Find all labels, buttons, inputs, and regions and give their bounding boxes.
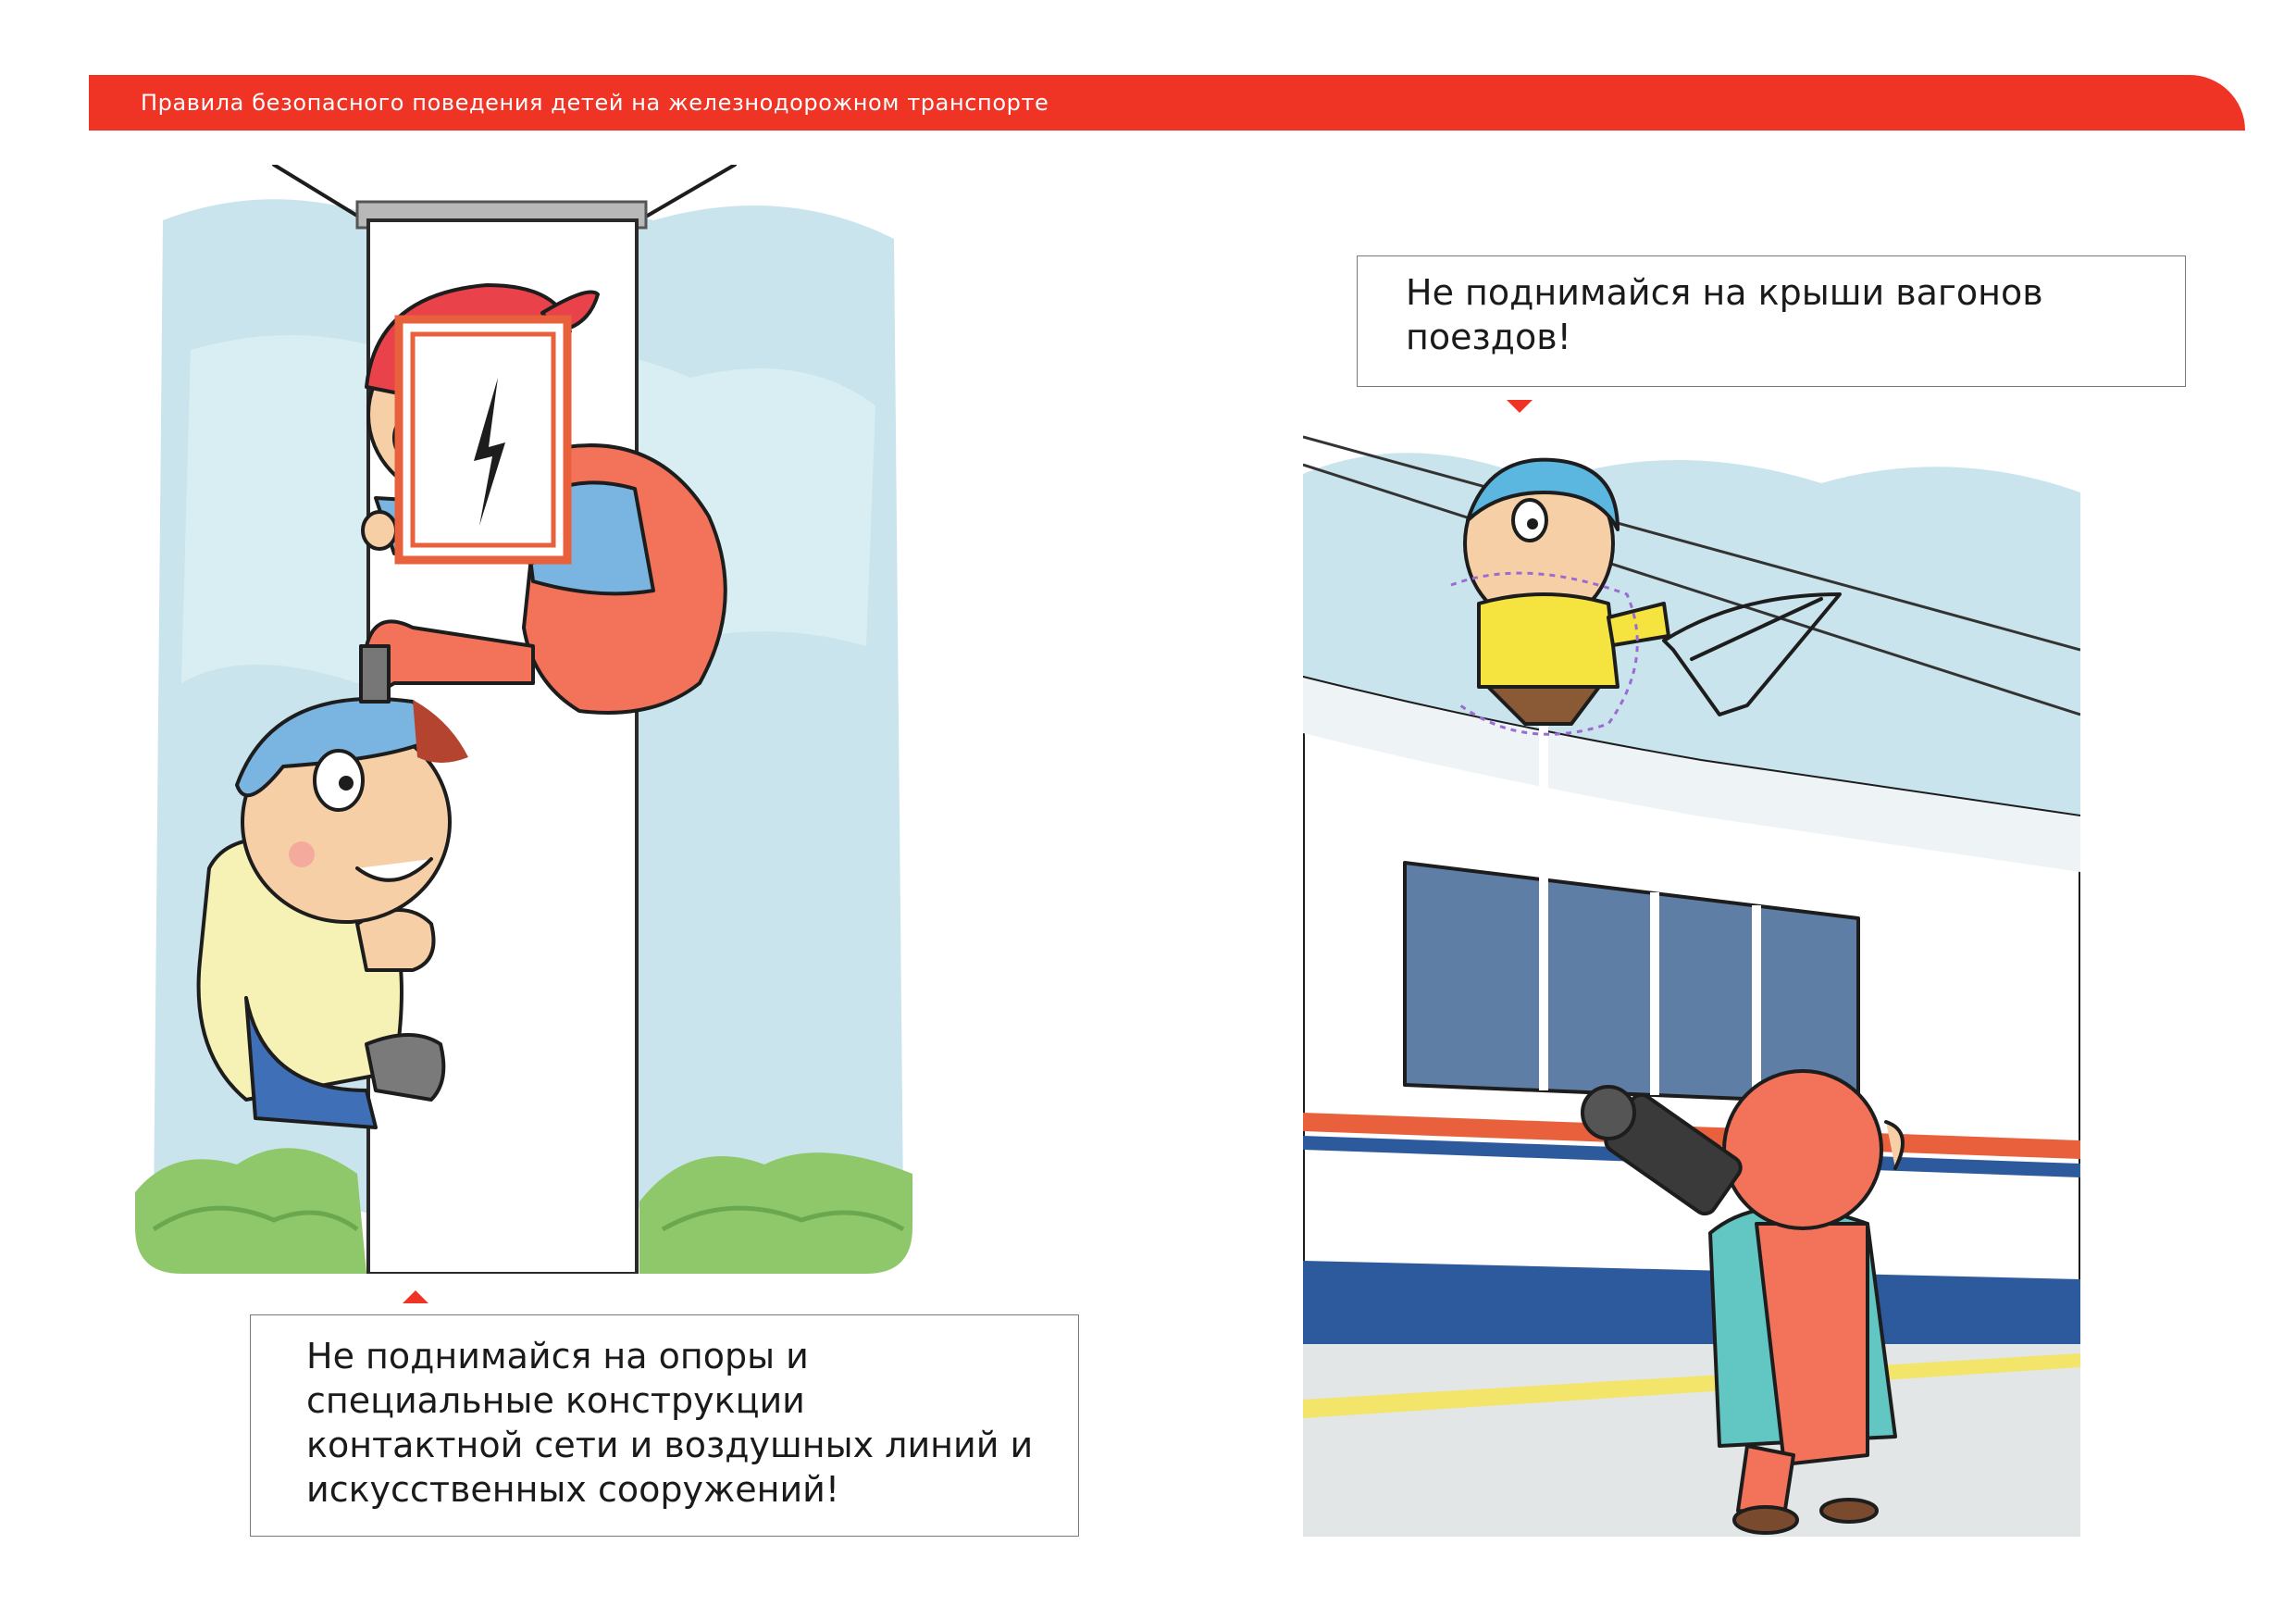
header-bar — [89, 75, 2245, 131]
illustration-train-roof — [1303, 428, 2080, 1537]
caption-left-line: Не поднимайся на опоры и — [306, 1336, 809, 1376]
caption-left-line: искусственных сооружений! — [306, 1469, 840, 1510]
header-title: Правила безопасного поведения детей на железнодорожном транспорте — [141, 90, 1049, 116]
high-voltage-sign-icon — [399, 319, 567, 560]
caption-left — [250, 1314, 1079, 1537]
caption-right — [1357, 255, 2186, 387]
caption-left-line: контактной сети и воздушных линий и — [306, 1425, 1034, 1465]
caption-right-line: поездов! — [1406, 317, 1571, 357]
caption-right-line: Не поднимайся на крыши вагонов — [1406, 272, 2043, 313]
caption-right-pointer — [1507, 400, 1533, 413]
caption-left-pointer — [403, 1290, 428, 1303]
caption-left-line: специальные конструкции — [306, 1380, 805, 1421]
illustration-pole-climbing — [135, 165, 912, 1274]
